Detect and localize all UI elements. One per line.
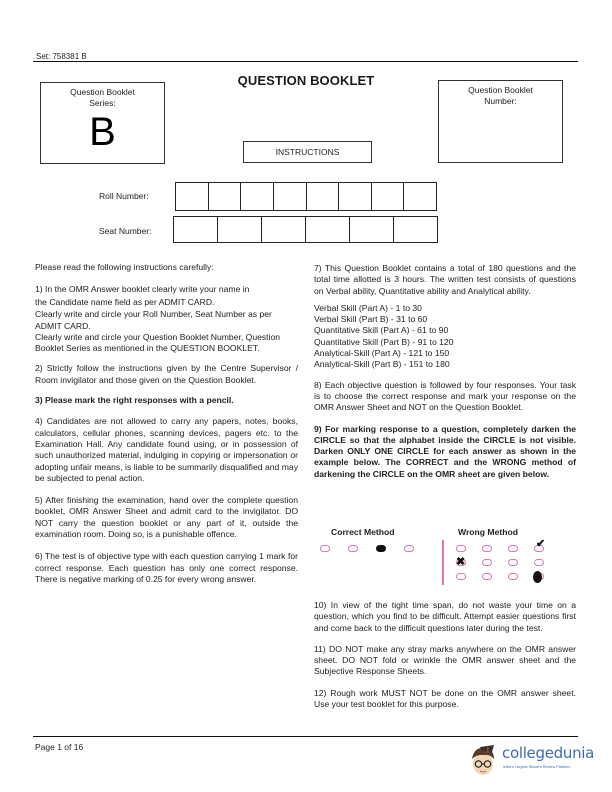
- omr-bubble-empty: [482, 559, 492, 566]
- instruction-7: 7) This Question Booklet contains a total of 180 questions and the total time allotted is 3 hours. The written test consists of questions on Verbal ability, Quantitative ability and Analytical ability.: [314, 263, 576, 296]
- omr-bubble-empty: [508, 545, 518, 552]
- omr-bubble-empty: [320, 545, 330, 552]
- seat-number-cell[interactable]: [174, 217, 218, 242]
- instruction-1: 1) In the OMR Answer booklet clearly write your name in the Candidate name field as per ADMIT CARD. Clearly write and circle your Roll Number, Seat Number as per ADMIT CARD. Clearly write and circle your Question Booklet Number, Question Booklet Series as mentioned in the QUESTION BOOKLET.: [35, 284, 281, 354]
- booklet-series-box: [40, 82, 165, 164]
- roll-number-cell[interactable]: [339, 183, 372, 210]
- section-list: [314, 303, 576, 371]
- roll-number-cell[interactable]: [241, 183, 274, 210]
- page-title: QUESTION BOOKLET: [237, 73, 375, 88]
- omr-bubble-empty: [456, 545, 466, 552]
- roll-number-cell[interactable]: [209, 183, 242, 210]
- instruction-5: 5) After finishing the examination, hand over the complete question booklet, OMR Answer Sheet and admit card to the invigilator. DO NOT carry the question booklet or any part of it, outside the examination room. Doing so, is a punishable offence.: [35, 495, 298, 540]
- series-value: B: [89, 110, 116, 154]
- instruction-8: 8) Each objective question is followed by four responses. Your task is to choose the correct response and mark your response on the OMR Answer Sheet and NOT on the Question Booklet.: [314, 379, 576, 413]
- section-item: Verbal Skill (Part B) - 31 to 60: [314, 314, 428, 325]
- section-item: Analytical-Skill (Part B) - 151 to 180: [314, 359, 450, 370]
- section-item: Verbal Skill (Part A) - 1 to 30: [314, 302, 422, 313]
- roll-number-cells: [175, 182, 437, 211]
- omr-bubble-empty: [534, 559, 544, 566]
- page-number: Page 1 of 16: [35, 742, 84, 752]
- instructions-heading-box: INSTRUCTIONS: [243, 141, 372, 163]
- omr-bubble-empty: [508, 559, 518, 566]
- omr-bubble-empty: [456, 573, 466, 580]
- section-item: Quantitative Skill (Part A) - 61 to 90: [314, 325, 449, 336]
- seat-number-cell[interactable]: [262, 217, 306, 242]
- instruction-4: 4) Candidates are not allowed to carry any papers, notes, books, calculators, cellular phones, scanning devices, pagers etc. to the Examination Hall. Any candidate found using, or in possession of such unauthorized material, indulging in copying or impersonation or adopting unfair means, is liable to be summarily disqualified and may be subjected to penal action.: [35, 416, 298, 483]
- omr-marking-example: [318, 527, 578, 585]
- roll-number-cell[interactable]: [404, 183, 437, 210]
- instructions-left-column: [35, 262, 298, 594]
- seat-number-cells: [173, 216, 438, 243]
- correct-method-label: Correct Method: [331, 527, 395, 537]
- instruction-10: 10) In view of the tight time span, do not waste your time on a question, which you find to be difficult. Attempt easier questions first and come back to the difficult questions later during the test.: [314, 600, 576, 633]
- instructions-right-column-continued: [314, 600, 576, 719]
- booklet-number-box: [438, 80, 563, 163]
- roll-number-label: Roll Number:: [99, 191, 149, 201]
- instructions-right-column: [314, 263, 576, 489]
- seat-number-cell[interactable]: [394, 217, 438, 242]
- set-label: Set: 758381 B: [36, 52, 87, 61]
- instruction-9: 9) For marking response to a question, completely darken the CIRCLE so that the alphabet inside the CIRCLE is not visible. Darken ONLY ONE CIRCLE for each answer as shown in the example below. The CORRECT and the WRONG method of darkening the CIRCLE on the OMR sheet are given below.: [314, 423, 576, 479]
- roll-number-cell[interactable]: [372, 183, 405, 210]
- omr-divider: [442, 540, 444, 585]
- section-item: Quantitative Skill (Part B) - 91 to 120: [314, 336, 454, 347]
- number-label: Question Booklet Number:: [468, 85, 533, 106]
- omr-bubble-empty: [348, 545, 358, 552]
- collegedunia-logo: [470, 741, 600, 781]
- instruction-3: 3) Please mark the right responses with a pencil.: [35, 395, 234, 406]
- omr-bubble-empty: [404, 545, 414, 552]
- brand-tagline: India's Largest Student Review Platform: [503, 765, 571, 769]
- instruction-6: 6) The test is of objective type with each question carrying 1 mark for correct response. Each question has only one correct response. There is negative marking of 0.25 for every wrong answer.: [35, 551, 298, 584]
- omr-bubble-empty: [482, 545, 492, 552]
- tick-mark-icon: ✔: [536, 538, 546, 550]
- instruction-2: 2) Strictly follow the instructions given by the Centre Supervisor / Room invigilator and those given on the Question Booklet.: [35, 363, 298, 385]
- section-item: Analytical-Skill (Part A) - 121 to 150: [314, 348, 450, 359]
- instruction-11: 11) DO NOT make any stray marks anywhere on the OMR answer sheet. DO NOT fold or wrinkle the OMR answer sheet and the Subjective Response Sheets.: [314, 643, 576, 677]
- seat-number-cell[interactable]: [350, 217, 394, 242]
- cross-mark-icon: ✖: [456, 556, 466, 568]
- instructions-intro: Please read the following instructions carefully:: [35, 262, 214, 272]
- seat-number-label: Seat Number:: [99, 226, 152, 236]
- wrong-method-label: Wrong Method: [458, 527, 518, 537]
- brand-name: collegedunia: [502, 744, 595, 762]
- omr-bubble-empty: [508, 573, 518, 580]
- roll-number-cell[interactable]: [274, 183, 307, 210]
- series-label: Question Booklet Series:: [70, 87, 135, 108]
- omr-bubble-filled: [376, 545, 386, 552]
- roll-number-cell[interactable]: [307, 183, 340, 210]
- roll-number-cell[interactable]: [176, 183, 209, 210]
- omr-overfilled-bubble: [533, 571, 542, 583]
- footer-divider: [33, 736, 578, 737]
- omr-bubble-empty: [482, 573, 492, 580]
- seat-number-cell[interactable]: [218, 217, 262, 242]
- mascot-icon: [470, 745, 496, 777]
- header-divider: [33, 61, 578, 62]
- instruction-12: 12) Rough work MUST NOT be done on the OMR answer sheet. Use your test booklet for this purpose.: [314, 687, 576, 710]
- seat-number-cell[interactable]: [306, 217, 350, 242]
